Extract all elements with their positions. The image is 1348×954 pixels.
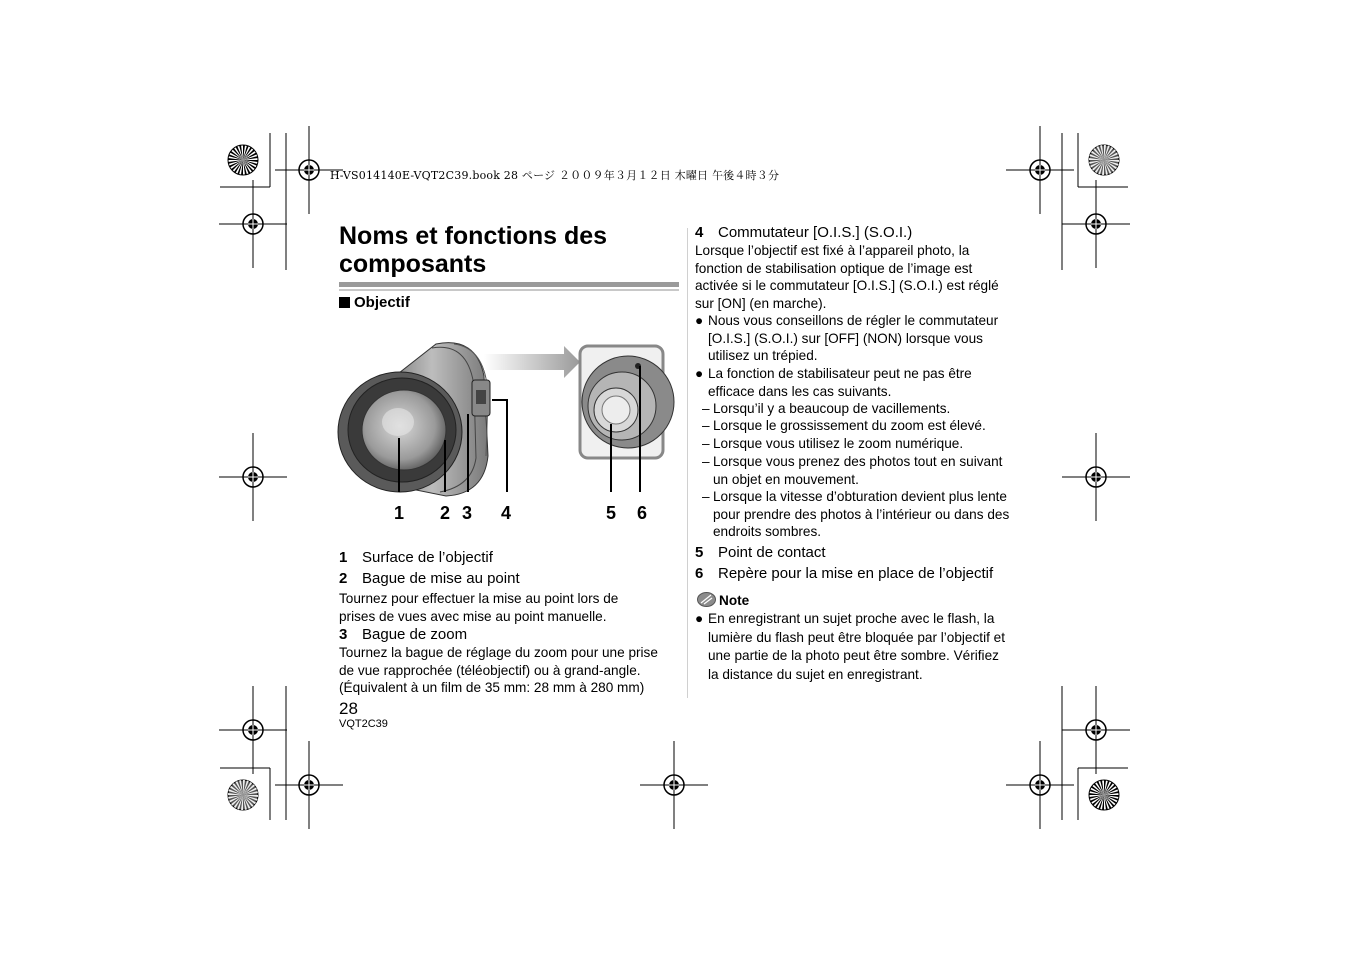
item-3-label: Bague de zoom	[362, 626, 468, 643]
document-code: VQT2C39	[339, 718, 388, 730]
dash-icon: –	[702, 401, 710, 416]
item-4-number: 4	[695, 224, 704, 241]
note-line: une partie de la photo peut être sombre. Vérifiez	[708, 648, 999, 663]
note-bullet	[695, 610, 1005, 684]
item-6-label: Repère pour la mise en place de l’objectif	[718, 565, 994, 582]
section-heading-label: Objectif	[354, 294, 410, 311]
callout-6: 6	[637, 503, 648, 523]
print-header-line: H-VS014140E-VQT2C39.book 28 ページ ２００９年３月１２日 木曜日 午後４時３分	[330, 169, 780, 182]
callout-3: 3	[462, 503, 473, 523]
dash-item	[702, 435, 963, 453]
dash-line: un objet en mouvement.	[713, 471, 859, 487]
bullet-icon: ●	[695, 611, 704, 626]
bullet-icon: ●	[695, 313, 704, 328]
registration-mark-icon	[219, 180, 287, 268]
item-6-number: 6	[695, 565, 704, 582]
registration-mark-icon	[1006, 741, 1074, 829]
title-underline	[339, 282, 679, 287]
bullet-icon: ●	[695, 366, 704, 381]
item-3	[339, 626, 467, 643]
dash-line: Lorsque la vitesse d’obturation devient plus lente	[713, 489, 1007, 504]
column-divider	[687, 228, 688, 698]
item-5	[695, 544, 826, 561]
page-title: Noms et fonctions des composants	[339, 222, 608, 278]
dash-item	[702, 400, 950, 418]
item-1-label: Surface de l’objectif	[362, 549, 493, 566]
item-1-number: 1	[339, 549, 348, 566]
registration-mark-icon	[219, 686, 287, 774]
dash-icon: –	[702, 489, 710, 504]
item-3-number: 3	[339, 626, 348, 643]
bullet-stabilizer	[695, 365, 972, 400]
item-3-description	[339, 644, 658, 697]
note-line: En enregistrant un sujet proche avec le flash, la	[708, 611, 995, 626]
dash-item	[702, 453, 1002, 488]
callout-1: 1	[394, 503, 405, 523]
star-target-icon	[228, 780, 258, 810]
item-6	[695, 565, 993, 582]
item-2-description	[339, 590, 618, 625]
callout-2: 2	[440, 503, 451, 523]
bullet-line: efficace dans les cas suivants.	[708, 383, 892, 399]
star-target-icon	[1089, 780, 1119, 810]
item-4-label: Commutateur [O.I.S.] (S.O.I.)	[718, 224, 913, 241]
registration-mark-icon	[219, 433, 287, 521]
desc-line: de vue rapprochée (téléobjectif) ou à grand-angle.	[339, 662, 641, 678]
registration-mark-icon	[275, 741, 343, 829]
desc-line: (Équivalent à un film de 35 mm: 28 mm à 280 mm)	[339, 680, 645, 696]
desc-line: Tournez pour effectuer la mise au point lors de	[339, 591, 619, 606]
desc-line: Tournez la bague de réglage du zoom pour une prise	[339, 645, 658, 660]
bullet-line: [O.I.S.] (S.O.I.) sur [OFF] (NON) lorsque vous	[708, 330, 983, 346]
item-4-description	[695, 242, 999, 312]
dash-item	[702, 488, 1009, 541]
registration-mark-icon	[1062, 180, 1130, 268]
registration-mark-icon	[640, 741, 708, 829]
item-2-number: 2	[339, 570, 348, 587]
bullet-tripod	[695, 312, 998, 365]
dash-icon: –	[702, 454, 710, 469]
note-line: la distance du sujet en enregistrant.	[708, 666, 923, 682]
dash-line: pour prendre des photos à l’intérieur ou dans des	[713, 506, 1010, 522]
callout-4: 4	[501, 503, 512, 523]
item-2	[339, 570, 520, 587]
desc-line: prises de vues avec mise au point manuelle.	[339, 608, 607, 624]
bullet-line: utilisez un trépied.	[708, 348, 818, 364]
desc-line: activée si le commutateur [O.I.S.] (S.O.I.) est réglé	[695, 278, 999, 294]
dash-item	[702, 417, 986, 435]
dash-line: Lorsque vous prenez des photos tout en suivant	[713, 454, 1003, 469]
item-2-label: Bague de mise au point	[362, 570, 520, 587]
page-number: 28	[339, 699, 358, 718]
dash-icon: –	[702, 418, 710, 433]
item-5-number: 5	[695, 544, 704, 561]
desc-line: sur [ON] (en marche).	[695, 295, 827, 311]
bullet-line: La fonction de stabilisateur peut ne pas être	[708, 366, 972, 381]
star-target-icon	[1089, 145, 1119, 175]
registration-mark-icon	[1062, 686, 1130, 774]
dash-line: Lorsqu’il y a beaucoup de vacillements.	[713, 401, 951, 416]
section-heading	[339, 294, 410, 311]
dash-line: Lorsque vous utilisez le zoom numérique.	[713, 436, 964, 451]
item-5-label: Point de contact	[718, 544, 826, 561]
dash-line: Lorsque le grossissement du zoom est élevé.	[713, 418, 986, 433]
registration-mark-icon	[1062, 433, 1130, 521]
callout-5: 5	[606, 503, 617, 523]
note-icon	[697, 592, 716, 607]
note-line: lumière du flash peut être bloquée par l’objectif et	[708, 629, 1005, 645]
lens-illustration	[336, 336, 676, 526]
dash-icon: –	[702, 436, 710, 451]
title-underline-light	[339, 289, 679, 291]
item-1	[339, 549, 493, 566]
note-heading: Note	[719, 593, 750, 608]
bullet-line: Nous vous conseillons de régler le commutateur	[708, 313, 999, 328]
desc-line: fonction de stabilisation optique de l’image est	[695, 260, 973, 276]
dash-line: endroits sombres.	[713, 524, 822, 540]
star-target-icon	[228, 145, 258, 175]
registration-mark-icon	[1006, 126, 1074, 214]
square-bullet-icon	[339, 297, 350, 308]
item-4	[695, 224, 912, 241]
desc-line: Lorsque l’objectif est fixé à l’appareil photo, la	[695, 243, 970, 258]
